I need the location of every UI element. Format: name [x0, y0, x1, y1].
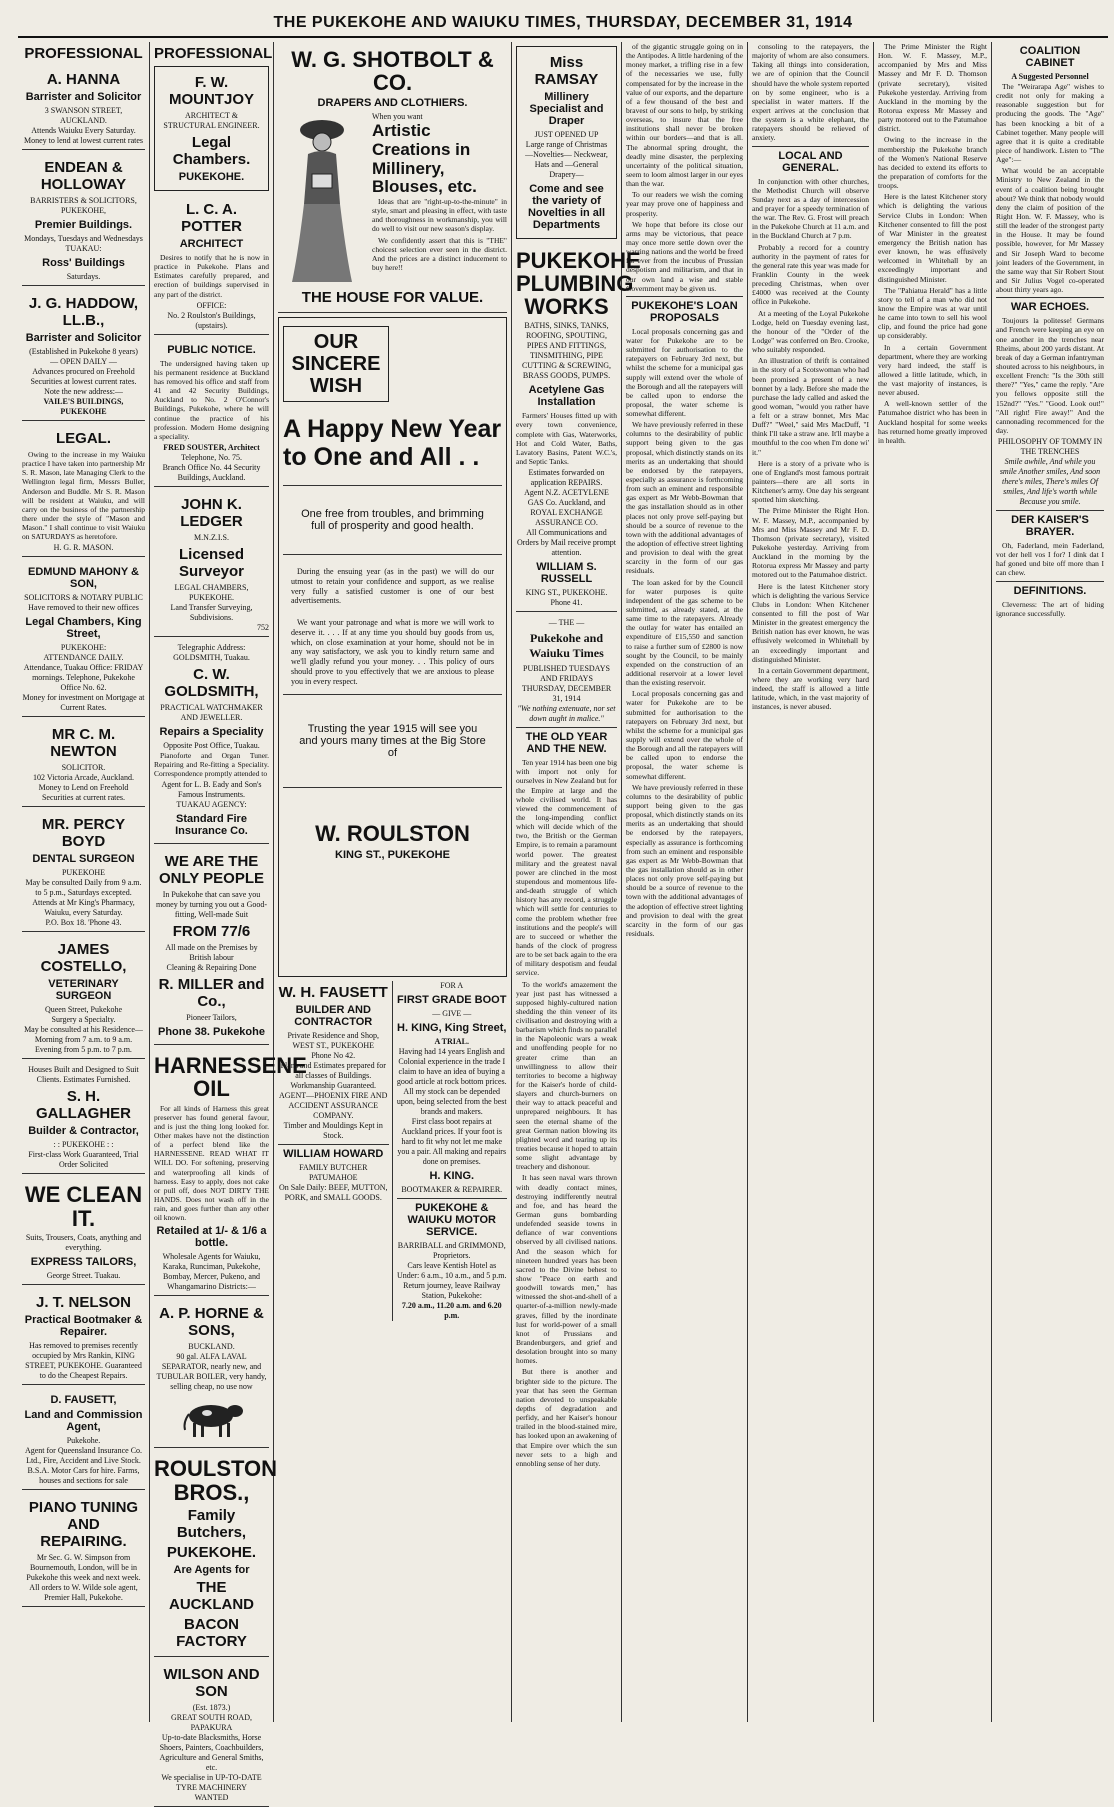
article-paragraph: An illustration of thrift is contained in the story of a Scotswoman who had been promised a present of a new bonnet by a lady. Before she made the purchase the lady called and asked the good woman, "would you rather have a felt or a straw bonnet, Mrs Mac Duff?" "Weel," said Mrs MacDuff, "I think I'll take a straw ane. It'll maybe a mouthful to the coo when I'm done wi' it."	[752, 356, 869, 457]
ad-title: PRACTICAL WATCHMAKER AND JEWELLER.	[160, 702, 263, 722]
article-paragraph: Cleverness: The art of hiding ignorance successfully.	[996, 599, 1104, 618]
ad-note: Attends Waiuku Every Saturday. Money to lend at lowest current rates	[23, 126, 144, 145]
article-paragraph: We hope that before its close our arms may be victorious, that peace may once more settle down over the warring nations and the world be freed for ever from the incubus of Prussian despotism and militarism, and that in our own land a wise and stable Government may be given us.	[626, 219, 743, 293]
ad-want: We want your patronage and what is more we will work to deserve it. . . . If at any time you should buy goods from us, which, on close examination at your home, should not be in any way satisfactory, we ask you to kindly return same and we'll gladly refund you your money. . . This policy of ours should prove to you effectively that we are anxious to please you in every respect.	[291, 618, 494, 686]
ad-give: — GIVE —	[432, 1009, 472, 1019]
ad-title: Barrister and Solicitor	[25, 332, 142, 344]
ad-land: Land Transfer Surveying, Subdivisions.	[170, 602, 253, 622]
ad-name: WILSON AND SON	[163, 1665, 260, 1700]
ad-place: BUCKLAND.	[188, 1342, 235, 1352]
ad-motor-times: 7.20 a.m., 11.20 a.m. and 6.20 p.m.	[401, 1301, 502, 1321]
article-heading: DER KAISER'S BRAYER.	[1011, 514, 1089, 539]
ad-office: OFFICE:	[196, 300, 227, 310]
article-paragraph: Here is the latest Kitchener story which is delighting the various Service Clubs in London: When Kitchener consented to fill the post of War Minister in the greatest emergency the British nation has ever known, he was effusively welcomed in Whitehall by an exceedingly important and distinguished Minister.	[752, 581, 869, 664]
article-paragraph: Probably a record for a country authority in the payment of rates for the general rate this year was made for Franklin County in the week preceding Christmas, when over £4000 was received at the County office in Pukekohe.	[752, 242, 869, 307]
ad-trusting: Trusting the year 1915 will see you and yours many times at the Big Store of	[299, 723, 486, 760]
article-paragraph: The "Weirarapa Age" wishes to credit not only for making a reasonable suggestion but for producing the goods. The "Age" has been knocking a bit of a Cabinet together. Many people will agree that it is quite a creditable piece of handiwork. Listen to "The Age":—	[996, 82, 1104, 165]
ad-list: BATHS, SINKS, TANKS, ROOFING, SPOUTING, PIPES AND FITTINGS, TINSMITHING, PIPE CUTTING & SCREWING, BRASS GOODS, PUMPS.	[521, 321, 612, 381]
article-heading: LOCAL AND GENERAL.	[778, 149, 843, 174]
ad-place: : : PUKEKOHE : :	[53, 1140, 114, 1150]
ad-motor-body: Cars leave Kentish Hotel as Under: 6 a.m., 10 a.m., and 5 p.m.	[396, 1261, 507, 1281]
ad-telegraphic: Telegraphic Address: GOLDSMITH, Tuakau.	[173, 642, 250, 662]
article-paragraph: consoling to the ratepayers, the majority of whom are also consumers. Taking all things into consideration, we are of opinion that the Council should have the whole system reported on by some engineer, who is a specialist in water matters. If the expert arrives at the conclusion that the system is a white elephant, the ratepayers should be relieved of anxiety.	[752, 42, 869, 143]
article-paragraph: At a meeting of the Loyal Pukekohe Lodge, held on Tuesday evening last, the honour of the "Order of the Lodge" was conferred on Bro. Crooke, who suitably responded.	[752, 308, 869, 355]
ad-name: JAMES COSTELLO,	[40, 941, 127, 976]
ad-est: (Est. 1873.)	[192, 1702, 231, 1712]
ad-days: Mondays, Tuesdays and Wednesdays	[24, 234, 143, 243]
column-coalition-war	[992, 42, 1108, 1722]
ad-address: No. 2 Roulston's Buildings, (upstairs).	[167, 310, 256, 330]
ad-howard-name: WILLIAM HOWARD	[283, 1148, 384, 1161]
ad-artistic: Artistic Creations in Millinery, Blouses, etc.	[372, 121, 477, 197]
article-paragraph: Owing to the increase in the membership the Pukekohe branch of the Women's National Reserve has decided to extend its efforts to the preparation of comforts for the troops.	[878, 135, 987, 191]
ad-title: BUILDER AND CONTRACTOR	[294, 1004, 373, 1029]
ad-title: Millinery Specialist and Draper	[529, 91, 604, 127]
ad-name: A. P. HORNE & SONS,	[159, 1305, 264, 1340]
ad-name: F. W. MOUNTJOY	[168, 74, 254, 108]
ad-the-auckland: THE AUCKLAND	[169, 1578, 254, 1613]
ad-hfausett	[278, 981, 393, 1321]
article-paragraph: In a certain Government department, where they are working very hard indeed, the staff is allowed a little latitude, which, in the vast majority of instances, is never abused.	[878, 342, 987, 398]
ad-place: PUKEKOHE:	[60, 643, 107, 653]
ad-title: Family Butchers,	[176, 1506, 247, 1541]
ad-box: P.O. Box 18. 'Phone 43.	[45, 918, 122, 928]
ad-address: VAILE'S BUILDINGS, PUKEKOHE	[43, 397, 124, 416]
ad-number: 752	[257, 622, 269, 632]
ad-body: Farmers' Houses fitted up with every town convenience, complete with Gas, Waterworks, Hot and Cold Water, Baths, Lavatory Basins, Patent W.C.'s, and Septic Tanks.	[516, 411, 617, 466]
nameplate-date: THURSDAY, DECEMBER 31, 1914	[521, 684, 612, 704]
ad-street: KING ST., PUKEKOHE	[335, 848, 450, 861]
ad-roulston-bros	[154, 1451, 278, 1656]
ad-first-grade: FIRST GRADE BOOT	[397, 994, 507, 1007]
ad-heading: LEGAL.	[56, 430, 111, 447]
ad-body: For all kinds of Harness this great preserver has found general favour, and is just the thing long looked for. Other makes have not the distinction of a perfect blend like the HARNESSENE. READ WHAT IT WILL DO. For softening, preserving and waterproofing all kinds of harness. Easy to apply, does not cake or pull off, does NOT DIRTY THE HANDS. Does not wash off in the rain, and goes further than any other oil known.	[154, 1103, 269, 1223]
ad-saturday: Saturdays.	[66, 272, 101, 281]
ad-legal	[22, 424, 145, 557]
ad-heading: WE ARE THE ONLY PEOPLE	[158, 853, 265, 888]
article-old-year	[516, 731, 617, 1468]
ad-haddow	[22, 289, 145, 421]
article-paragraph: of the gigantic struggle going on in the Antipodes. A little hardening of the money market, a trifling rise in a few of the necessaries we use, fully compensated for by the increase in the value of our exports, and the departure of a few thousand of the best and bravest of our sons to help, by striking overseas, to insure that the free institutions shall never be broken within our borders—and that is all. The abnormal spring drought, the deadly mine disaster, the perplexing uncertainty of the political situation, seem to loom almost larger in our eyes than the war.	[626, 42, 743, 189]
ad-tuakau: TUAKAU AGENCY:	[176, 800, 247, 810]
ad-potter	[154, 195, 269, 335]
ad-body: Up-to-date Blacksmiths, Horse Shoers, Painters, Coachbuilders, Agriculture and General Smiths, etc.	[159, 1732, 264, 1772]
ad-heading: WE CLEAN IT.	[24, 1182, 143, 1231]
ad-firm: EXPRESS TAILORS,	[30, 1255, 137, 1268]
bottom-ads-row	[278, 981, 507, 1321]
ad-harnessene	[154, 1048, 307, 1296]
ad-have: Have removed to their new offices	[28, 603, 139, 613]
ad-address: George Street. Tuakau.	[46, 1270, 121, 1280]
ad-bacon-factory: BACON FACTORY	[176, 1615, 247, 1650]
ad-retail: Retailed at 1/- & 1/6 a bottle.	[156, 1225, 267, 1250]
ad-wanted: WANTED	[194, 1792, 229, 1802]
ad-sub: Licensed Surveyor	[178, 545, 245, 580]
ad-heading: PIANO TUNING AND REPAIRING.	[28, 1498, 139, 1550]
ad-mahony	[22, 560, 145, 717]
ad-endean	[22, 153, 145, 286]
article-paragraph: In conjunction with other churches, the Methodist Church will observe Sunday next as a day of intercession and prayer for a speedy termination of the war. The Rev. G. Frost will preach in the Pukekohe Church at 11 a.m. and in the Buckland Church at 7 p.m.	[752, 176, 869, 241]
article-heading: THE OLD YEAR AND THE NEW.	[525, 731, 608, 756]
ad-happy-new-year: A Happy New Year to One and All . .	[283, 415, 502, 471]
ad-opposite: Opposite Post Office, Tuakau.	[163, 740, 260, 750]
ad-place: PUKEKOHE,	[60, 206, 107, 215]
ad-name: S. H. GALLAGHER	[36, 1088, 131, 1123]
article-paragraph: The loan asked for by the Council for water purposes is quite independent of the gas scheme to be submitted, as already stated, at the same time to the ratepayers. Already the outlay for water has entailed an expenditure of £15,550 and sanction to raise a further sum of £2800 is now sought by the Council, to be mainly expended on the construction of an additional reservoir at a lower level than the existing reservoir.	[626, 577, 743, 688]
ad-tyre: We specialise in UP-TO-DATE TYRE MACHINERY	[161, 1772, 262, 1792]
ad-price: FROM 77/6	[172, 923, 251, 941]
ad-body: Owing to the increase in my Waiuku practice I have taken into partnership Mr S. R. Mason, late Managing Clerk to the Wellington legal firm, Messrs Buller, Anderson and Buddle. Mr S. R. Mason will be resident at Waiuku, and will carry on the business of the partnership there under the style of "Mason and Mason." I shall continue to visit Waiuku on SATURDAYS as heretofore.	[22, 450, 145, 542]
ad-note: Note the new address:—	[44, 387, 123, 396]
ad-heading: PUBLIC NOTICE.	[167, 343, 256, 356]
ad-place: PUKEKOHE.	[166, 1543, 257, 1561]
ad-address: KING ST., PUKEKOHE.	[525, 588, 608, 598]
ad-tuakau: TUAKAU:	[65, 244, 102, 253]
cow-illustration-icon	[177, 1396, 247, 1440]
article-paragraph: Toujours la politesse! Germans and French were keeping an eye on one another in the trenches near Rheims, about 200 yards distant. At break of day a German infantryman shouted across to his neighbours, in excellent French: "Is the 30th still there?" "Yes," came the reply. "Are you fellows opposite still the 152nd?" "Yes." "Good. Look out!" "All right! Fire away!" And the cannonading recommenced for the day.	[996, 316, 1104, 435]
ad-title: SOLICITORS & NOTARY PUBLIC	[24, 593, 143, 603]
article-loan	[626, 300, 743, 938]
nameplate-title: Pukekohe and Waiuku Times	[529, 631, 604, 661]
ad-body: 90 gal. ALFA LAVAL SEPARATOR, nearly new, and TUBULAR BOILER, very handy, selling cheap, no use now	[156, 1352, 267, 1392]
article-paragraph: Local proposals concerning gas and water for Pukekohe are to be submitted for authorisation to the ratepayers on February 3rd next, but whilst the scheme for a municipal gas supply will extend over the whole of the Borough and all the ratepayers will be called upon to endorse the proposal, the water scheme is somewhat different.	[626, 326, 743, 419]
ad-only-people	[154, 847, 269, 1045]
ad-motor-return: Return journey, leave Railway Station, Pukekohe:	[403, 1281, 501, 1301]
ad-come: Come and see the variety of Novelties in all Departments	[527, 183, 606, 231]
ad-attend: ATTENDANCE DAILY.	[43, 653, 124, 663]
ad-hours: May be consulted Daily from 9 a.m. to 5 p.m., Saturdays excepted.	[25, 878, 142, 898]
lady-illustration-icon	[278, 114, 366, 284]
ad-wilson	[154, 1660, 269, 1807]
ad-body: Has removed to premises recently occupied by Mrs Rankin, KING STREET, PUKEKOHE. Guaranteed to do the Cheapest Repairs.	[25, 1340, 142, 1380]
ad-title: SOLICITOR.	[61, 763, 106, 773]
ad-sincere-wish	[278, 317, 507, 977]
ad-howard-title: FAMILY BUTCHER	[299, 1163, 368, 1173]
article-heading: PUKEKOHE'S LOAN PROPOSALS	[631, 299, 738, 324]
ad-title: BARRISTERS & SOLICITORS,	[30, 196, 137, 205]
ad-agents: Are Agents for	[173, 1563, 250, 1576]
nameplate-published: PUBLISHED TUESDAYS AND FRIDAYS	[523, 664, 610, 684]
ad-boot	[397, 981, 508, 1321]
column-editorial	[622, 42, 748, 1722]
ad-name: J. G. HADDOW, LL.B.,	[28, 295, 139, 329]
ad-name: A. HANNA	[46, 71, 121, 88]
ad-chambers: LEGAL CHAMBERS,	[174, 582, 249, 592]
nameplate-motto: "We nothing extenuate, nor set down aught in malice."	[517, 704, 616, 724]
ad-address: GREAT SOUTH ROAD, PAPAKURA	[171, 1712, 252, 1732]
article-paragraph: What would be an acceptable Ministry to New Zealand in the event of a coalition being brought about? We think that nobody would deny the claim of position of the Right Hon. W. F. Massey, who is still the leader of the strongest party in the House. It may be found possible, however, for Mr Massey and Sir Joseph Ward to become joint leaders of the Government, in the same way that Sir Robert Stout and Sir Julius Vogel co-operated about thirty years ago.	[996, 166, 1104, 295]
column-local-general-2	[874, 42, 992, 1722]
ad-body: Desires to notify that he is now in practice in Pukekohe. Plans and Estimates carefully prepared, and erection of buildings supervised in any part of the district.	[154, 253, 269, 299]
ad-russell: WILLIAM S. RUSSELL	[536, 561, 597, 586]
ad-name: MR. PERCY BOYD	[41, 816, 126, 851]
ad-body: Large range of Christmas —Novelties— Neckwear, Hats and —General Drapery—	[525, 140, 608, 179]
ad-body: Plans and Estimates prepared for all classes of Buildings. Workmanship Guaranteed.	[280, 1061, 386, 1091]
ad-name: C. W. GOLDSMITH,	[164, 665, 259, 700]
article-subheading: A Suggested Personnel	[1011, 72, 1089, 81]
ad-name: Miss RAMSAY	[534, 54, 599, 88]
article-paragraph: We have previously referred in these columns to the desirability of public support being given to the gas proposal, which distinctly stands on its merits as an undertaking that should be endorsed by the ratepayers, especially as assurance is forthcoming from such an eminent and responsible gas expert as Mr Webb-Bowman that the gas installation should as in other places not only prove self-paying but should be a source of revenue to the town with the additional advantages of the adoption of effective street lighting and provision to deal with the great scarcity in the form of our gas residuals.	[626, 782, 743, 938]
ad-trial: A TRIAL.	[434, 1037, 470, 1047]
ad-address: Queen Street, Pukekohe	[44, 1005, 123, 1015]
ad-estimates: Estimates forwarded on application REPAIRS.	[528, 468, 605, 488]
ad-attends: Attends at Mr King's Pharmacy, Waiuku, every Saturday.	[32, 898, 135, 918]
ad-value: THE HOUSE FOR VALUE.	[301, 289, 484, 307]
ad-surgery: Surgery a Specialty.	[51, 1015, 116, 1025]
ad-address: 3 SWANSON STREET, AUCKLAND.	[44, 106, 123, 125]
ad-address: 102 Victoria Arcade, Auckland.	[33, 773, 134, 783]
article-paragraph: Here is a story of a private who is one of England's most famous portrait painters—there are all sorts in Kitchener's army. One day his sergeant spotted him sketching.	[752, 458, 869, 505]
ad-place: Pukekohe.	[66, 1435, 101, 1445]
ad-building: Premier Buildings.	[34, 219, 133, 231]
ad-communications: All Communications and Orders by Mail receive prompt attention.	[516, 528, 617, 558]
article-paragraph: In a certain Government department, where they are working very hard indeed, the staff is allowed a little latitude, which, in the vast majority of instances, is never abused.	[752, 665, 869, 712]
ad-title: DENTAL SURGEON	[32, 853, 135, 866]
ad-king: H. KING, King Street,	[397, 1022, 507, 1035]
ad-body: Having had 14 years English and Colonial experience in the trade I claim to have an idea of buying a good article at rock bottom prices.	[396, 1047, 507, 1087]
ad-phone: Phone 38. Pukekohe	[158, 1026, 265, 1039]
ad-agent: AGENT—PHOENIX FIRE AND ACCIDENT ASSURANCE COMPANY.	[279, 1091, 388, 1121]
article-paragraph: A well-known settler of the Patumahoe district who has been in Auckland hospital for some weeks has returned home greatly improved in health.	[878, 399, 987, 445]
ad-speciality: Repairs a Speciality	[159, 725, 264, 738]
ad-money: Money to Lend on Freehold Securities at current rates.	[38, 783, 129, 803]
ad-ledger	[154, 490, 269, 637]
poem-title: PHILOSOPHY OF TOMMY IN THE TRENCHES	[997, 437, 1103, 457]
masthead: THE PUKEKOHE AND WAIUKU TIMES, THURSDAY, DECEMBER 31, 1914	[18, 14, 1108, 38]
ad-motor-heading: PUKEKOHE & WAIUKU MOTOR SERVICE.	[407, 1202, 496, 1239]
ad-title: VETERINARY SURGEON	[48, 978, 119, 1003]
ad-goldsmith	[154, 640, 269, 844]
ad-our-wish: OUR SINCERE WISH	[283, 326, 389, 402]
ad-phone: Phone No 42.	[311, 1051, 356, 1061]
ad-hours: May be consulted at his Residence—Morning from 7 a.m. to 9 a.m. Evening from 5 p.m. to 7 p.m.	[24, 1025, 143, 1055]
article-paragraph: The Prime Minister the Right Hon. W. F. Massey, M.P., accompanied by Mrs and Miss Massey and Mr F. D. Thomson (private secretary), visited Pukekohe yesterday. Arriving from Auckland in the morning by the Rotorua express Mr Massey and party motored out to the Patumahoe district.	[752, 506, 869, 580]
ad-heading: PUKEKOHE PLUMBING WORKS	[516, 248, 641, 320]
section-heading: PROFESSIONAL	[154, 45, 273, 62]
column-local-general	[748, 42, 874, 1722]
ad-title: ARCHITECT	[179, 238, 244, 250]
article-paragraph: Ten year 1914 has been one big with import not only for ourselves in New Zealand but for the Empire at large and the whole civilised world. It has viewed the commencement of the long-impending conflict which will decide which of the two, the British or the German Empire, is to remain a paramount world power. The greatest military and the greatest naval power are clinched in the most stupendous and momentous life-and-death struggle of which history has any record, a struggle which will settle for centuries to come the problem whether free institutions and the people's will are to succeed or whether the hands of the clock of progress are to be set back again to the era of military despotism and feudal service.	[516, 758, 617, 978]
ad-howard-body: On Sale Daily: BEEF, MUTTON, PORK, and SMALL GOODS.	[278, 1183, 388, 1203]
article-paragraph: The "Pahiatua Herald" has a little story to tell of a man who did not know the Empire was at war until he came into town to sell his wool clip, and found the price had gone up considerably.	[878, 285, 987, 341]
ad-note: All my stock can be depended upon, being selected from the best brands and makers.	[396, 1087, 507, 1117]
ad-roulston-name: W. ROULSTON	[315, 821, 470, 847]
ad-hanna	[22, 65, 145, 150]
article-paragraph: To our readers we wish the coming year may prove one of happiness and prosperity.	[626, 190, 743, 218]
ad-opened: JUST OPENED UP	[534, 130, 599, 139]
ad-title: DRAPERS AND CLOTHIERS.	[317, 97, 468, 110]
ad-branch: Branch Office No. 44 Security Buildings, Auckland.	[162, 462, 261, 482]
ad-notice	[154, 338, 269, 487]
ad-name: L. C. A. POTTER	[181, 201, 242, 235]
article-paragraph: The Prime Minister the Right Hon. W. F. Massey, M.P., accompanied by Mrs and Miss Massey and Mr F. D. Thomson (private secretary), visited Pukekohe yesterday. Arriving from Auckland in the morning by the Rotorua express Mr Massey and party motored out to the Patumahoe district.	[878, 42, 987, 134]
article-paragraph: But there is another and brighter side to the picture. The year that has seen the German nation devoted to unspeakable depths of degradation and perfidy, and her Kaiser's honour trailed in the blood-stained mire, has looked upon an awakening of that Empire over which the sun never sets to a high and ennobling sense of her duty.	[516, 1367, 617, 1468]
article-paragraph: Oh, Faderland, mein Faderland, vot der hell vos I for? I dink dat I haf goned und bite off more than I can chew.	[996, 541, 1104, 578]
column-professional-2	[150, 42, 307, 1802]
ad-plumbing	[516, 243, 641, 612]
ad-during: During the ensuing year (as in the past) we will do our utmost to retain your confidence and support, as we realise very fully a satisfied customer is one of our best advertisements.	[291, 567, 494, 606]
article-heading: DEFINITIONS.	[1013, 584, 1087, 597]
ad-signature: FRED SOUSTER, Architect	[163, 442, 260, 452]
ad-nelson	[22, 1288, 145, 1385]
ad-name: W. G. SHOTBOLT & CO.	[291, 47, 494, 96]
ad-name: EDMUND MAHONY & SON,	[27, 566, 140, 591]
ad-hking: H. KING.	[429, 1170, 475, 1183]
paper-nameplate	[516, 615, 617, 728]
ad-chambers: Legal Chambers.	[172, 134, 251, 168]
ad-chambers: Legal Chambers, King Street,	[25, 616, 142, 641]
column-professional-1	[18, 42, 150, 1722]
ad-phone: Phone 41.	[550, 598, 583, 608]
ad-title: Land and Commission Agent,	[24, 1408, 143, 1433]
ad-costello	[22, 935, 145, 1059]
ad-howard-place: PATUMAHOE	[308, 1173, 358, 1183]
ad-place: PUKEKOHE.	[188, 592, 235, 602]
article-paragraph: Local proposals concerning gas and water for Pukekohe are to be submitted for authorisation to the ratepayers on February 3rd next, but whilst the scheme for a municipal gas supply will extend over the whole of the Borough and all the ratepayers will be called upon to endorse the proposal, the water scheme is somewhat different.	[626, 689, 743, 781]
ad-cleaning: Cleaning & Repairing Done	[166, 963, 257, 973]
ad-name: J. T. NELSON	[35, 1293, 132, 1311]
article-paragraph: To the world's amazement the year just past has witnessed a supposed highly-cultured nation shedding the thin veneer of its civilisation and destroying with a barbarism which finds no parallel in the Napoleonic wars a weak and unoffending people for no greater crime than an unwillingness to allow their territories to become a highway for the Kaiser's horde of child-slayers and church-burners on their way to attack peaceful and unprepared neighbours. It has seen the eternal shame of the great German nation blowing its plighted word and tearing up its treaties because it hoped to attain some slight advantage by treachery and dishonour.	[516, 979, 617, 1172]
ad-telephone: Telephone, No. 75.	[181, 452, 242, 462]
ad-mountjoy	[154, 66, 269, 191]
ad-name: ROULSTON BROS.,	[154, 1456, 278, 1505]
ad-open: — OPEN DAILY —	[50, 357, 117, 366]
article-paragraph: It has seen naval wars thrown with deadly contact mines, destroying indifferently neutral and foe, and has heard the German guns bombarding undefended seaside towns in defiance of war conventions observed by all civilised nations. And the season which for nineteen hundred years has been sacred to the Divine behest to show "Peace on earth and goodwill towards men," has witnessed the shot-and-shell of a quarter-of-a-million newly-made graves, filled by the inordinate lust for world-power of a small knot of Prussians and Brandenburgers, and grief and desolation brought into so many homes.	[516, 1173, 617, 1366]
ad-title: M.N.Z.I.S.	[194, 532, 229, 542]
ad-est: (Established in Pukekohe 8 years)	[29, 347, 138, 356]
ad-ramsay	[516, 46, 617, 239]
ad-bootmaker: BOOTMAKER & REPAIRER.	[401, 1185, 503, 1195]
ad-tuakau: Attendance, Tuakau Office: FRIDAY mornings. Telephone, Pukekohe Office No. 62.	[23, 663, 144, 693]
ad-title: Barrister and Solicitor	[25, 91, 142, 103]
ad-piano	[22, 1493, 145, 1607]
ad-premises: All made on the Premises by British labour	[165, 943, 258, 963]
ad-place: PUKEKOHE	[61, 868, 106, 878]
ad-name: JOHN K. LEDGER	[180, 495, 243, 530]
ad-body: Mr Sec. G. W. Simpson from Bournemouth, London, will be in Pukekohe this week and next week. All orders to W. Wilde sole agent, Premier Hall, Pukekohe.	[26, 1552, 141, 1602]
ad-body: Suits, Trousers, Coats, anything and everything.	[25, 1232, 142, 1252]
ad-place: PUKEKOHE.	[178, 171, 245, 183]
ad-work: First-class Work Guaranteed, Trial Order Solicited	[28, 1150, 139, 1170]
ad-free: One free from troubles, and brimming full of prosperity and good health.	[301, 508, 484, 533]
ad-sub: Pioneer Tailors,	[186, 1013, 237, 1023]
ad-agent: Agent for L. B. Eady and Son's Famous Instruments.	[161, 780, 262, 800]
ad-shotbolt	[278, 42, 507, 313]
ad-signature: H. G. R. MASON.	[53, 543, 114, 553]
article-heading: WAR ECHOES.	[1010, 301, 1090, 314]
ad-advances: Advances procured on Freehold Securities at lowest current rates.	[30, 367, 137, 386]
ad-name: D. FAUSETT,	[50, 1393, 117, 1406]
ad-houses: Houses Built and Designed to Suit Clients. Estimates Furnished.	[28, 1065, 139, 1085]
ad-horne	[154, 1299, 269, 1448]
section-heading: PROFESSIONAL	[24, 45, 143, 62]
ad-building-2: Ross' Buildings	[42, 257, 125, 269]
ad-money: Money for investment on Mortgage at Current Rates.	[22, 693, 145, 713]
column-ramsay-plumbing	[512, 42, 641, 1722]
ad-body: Agent for Queensland Insurance Co. Ltd., Fire, Accident and Live Stock. B.S.A. Motor Cars for hire. Farms, houses and sections for sale	[24, 1445, 143, 1485]
ad-insurance: Standard Fire Insurance Co.	[175, 813, 248, 838]
ad-clean	[22, 1177, 145, 1284]
ad-for: FOR A	[440, 981, 464, 991]
ad-address: Private Residence and Shop, WEST ST., PUKEKOHE	[287, 1031, 380, 1051]
ad-repairs: First class boot repairs at Auckland prices. If your foot is hard to fit why not let me make you a pair. All making and repairs done on premises.	[397, 1117, 507, 1167]
ad-boyd	[22, 810, 145, 932]
nameplate-the: — THE —	[548, 618, 585, 628]
ad-newton	[22, 720, 145, 807]
ad-agent: Agent N.Z. ACETYLENE GAS Co. Auckland, and ROYAL EXCHANGE ASSURANCE CO.	[524, 488, 609, 528]
ad-confident: We confidently assert that this is "THE" choicest selection ever seen in the district. And the prices are a distinct inducement to buy here!!	[372, 235, 507, 272]
ad-body: Pianoforte and Organ Tuner. Repairing and Re-fitting a Speciality. Correspondence promptly attended to	[154, 750, 269, 779]
ad-title: Practical Bootmaker & Repairer.	[24, 1313, 143, 1338]
ad-heading: HARNESSENE OIL	[154, 1053, 307, 1102]
ad-body: The undersigned having taken up his permanent residence at Buckland has removed his office and staff from 41 and 42 Security Buildings, Auckland to No. 2 O'Connor's Buildings, Pukekohe, where he will continue the practice of his profession. Modern Home designing a speciality.	[154, 358, 269, 441]
ad-name: ENDEAN & HOLLOWAY	[40, 159, 127, 193]
ad-ideas: Ideas that are "right-up-to-the-minute" in style, smart and pleasing in effect, with taste and thoroughness in workmanship, you will do well to visit our new season's display.	[372, 196, 507, 234]
ad-motor-props: BARRIBALL and GRIMMOND, Proprietors.	[397, 1241, 506, 1261]
ad-name: MR C. M. NEWTON	[50, 726, 117, 761]
poem-body: Smile awhile, And while you smile Another smiles, And soon there's miles, There's miles Of smiles, And life's worth while Because you smile.	[999, 457, 1101, 507]
ad-dfausett	[22, 1388, 145, 1490]
ad-timber: Timber and Mouldings Kept in Stock.	[283, 1121, 383, 1141]
article-paragraph: Here is the latest Kitchener story which is delighting the various Service Clubs in London: When Kitchener consented to fill the post of War Minister in the greatest emergency the British nation has ever known, he was effusively welcomed in Whitehall by an exceedingly important and distinguished Minister.	[878, 192, 987, 284]
ad-title: ARCHITECT & STRUCTURAL ENGINEER.	[163, 111, 260, 130]
ad-gallagher	[22, 1062, 145, 1174]
article-heading: COALITION CABINET	[1019, 45, 1081, 69]
ad-firm: R. MILLER and Co.,	[158, 976, 265, 1011]
article-paragraph: We have previously referred in these columns to the desirability of public support being given to the gas proposal, which distinctly stands on its merits as an undertaking that should be endorsed by the ratepayers, especially as assurance is forthcoming from such an eminent and responsible gas expert as Mr Webb-Bowman that the gas installation should as in other places not only prove self-paying but should be a source of revenue to the town with the additional advantages of the adoption of effective street lighting and provision to deal with the great scarcity in the form of our gas residuals.	[626, 420, 743, 576]
ad-body: In Pukekohe that can save you money by turning you out a Good-fitting, Well-made Suit	[155, 890, 268, 920]
ad-when: When you want	[372, 112, 423, 122]
ad-agents: Wholesale Agents for Waiuku, Karaka, Runciman, Pukekohe, Bombay, Mercer, Pukeno, and Whangamarino Districts:—	[162, 1252, 261, 1292]
column-display-ads	[274, 42, 512, 1722]
ad-acetylene: Acetylene Gas Installation	[528, 384, 605, 409]
ad-title: Builder & Contractor,	[28, 1125, 139, 1138]
ad-name: W. H. FAUSETT	[278, 984, 388, 1002]
